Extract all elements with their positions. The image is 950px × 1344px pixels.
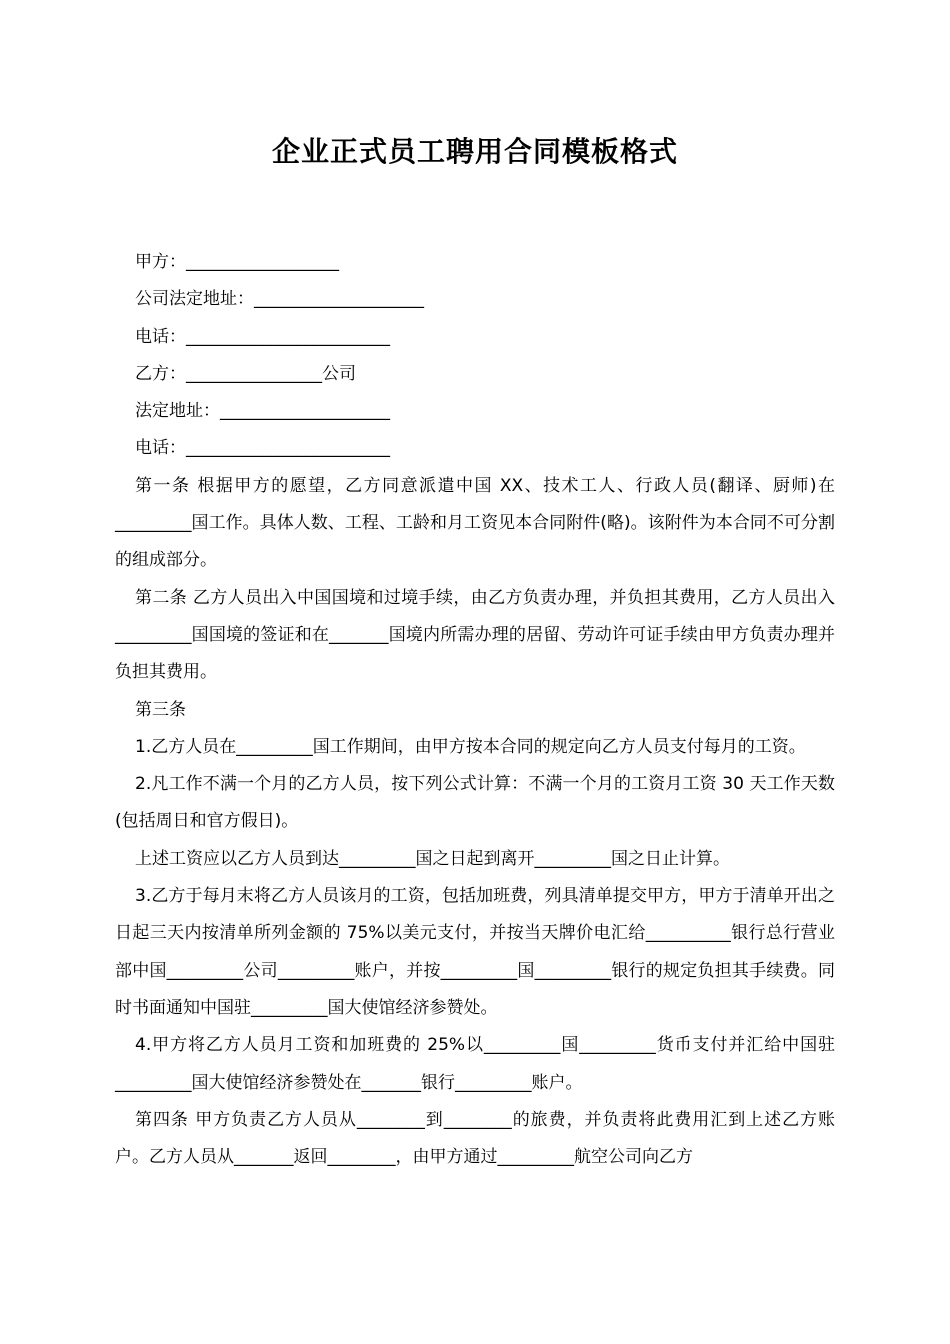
article-2: 第二条 乙方人员出入中国国境和过境手续，由乙方负责办理，并负担其费用，乙方人员出入_________国国境的签证和在_______国境内所需办理的居留、劳动许可证手续由甲方负责办理并负担其费用。 [115,587,835,683]
article-4: 第四条 甲方负责乙方人员从________到________的旅费，并负责将此费用汇到上述乙方账户。乙方人员从_______返回________，由甲方通过_________航空公司向乙方 [115,1109,835,1168]
party-a-phone-field: 电话：________________________ [135,326,390,347]
document-body [115,244,835,1176]
article-3-wage-period: 上述工资应以乙方人员到达_________国之日起到离开_________国之日止计算。 [135,848,730,869]
party-a-field: 甲方：__________________ [135,252,339,272]
legal-address-field: 法定地址：____________________ [135,401,390,422]
article-3-item-1: 1.乙方人员在_________国工作期间，由甲方按本合同的规定向乙方人员支付每月的工资。 [135,736,806,757]
article-3-item-3: 3.乙方于每月末将乙方人员该月的工资，包括加班费，列具清单提交甲方，甲方于清单开出之日起三天内按清单所列金额的 75%以美元支付，并按当天牌价电汇给__________银行总行营业部中国_________公司_________账户，并按_________国_________银行的规定负担其手续费。同时书面通知中国驻_________国大使馆经济参赞处。 [115,886,835,1018]
article-3-item-4: 4.甲方将乙方人员月工资和加班费的 25%以_________国_________货币支付并汇给中国驻_________国大使馆经济参赞处在_______银行_________账户。 [115,1035,835,1093]
party-b-phone-field: 电话：________________________ [135,438,390,459]
party-b-field: 乙方：________________公司 [135,363,356,384]
article-3-item-2: 2.凡工作不满一个月的乙方人员，按下列公式计算：不满一个月的工资月工资 30 天工作天数(包括周日和官方假日)。 [115,774,835,832]
document-title: 企业正式员工聘用合同模板格式 [271,135,678,168]
article-3-heading: 第三条 [135,699,186,720]
article-1: 第一条 根据甲方的愿望，乙方同意派遣中国 XX、技术工人、行政人员(翻译、厨师)在_________国工作。具体人数、工程、工龄和月工资见本合同附件(略)。该附件为本合同不可分割的组成部分。 [115,475,835,571]
company-address-field: 公司法定地址：____________________ [135,289,424,310]
